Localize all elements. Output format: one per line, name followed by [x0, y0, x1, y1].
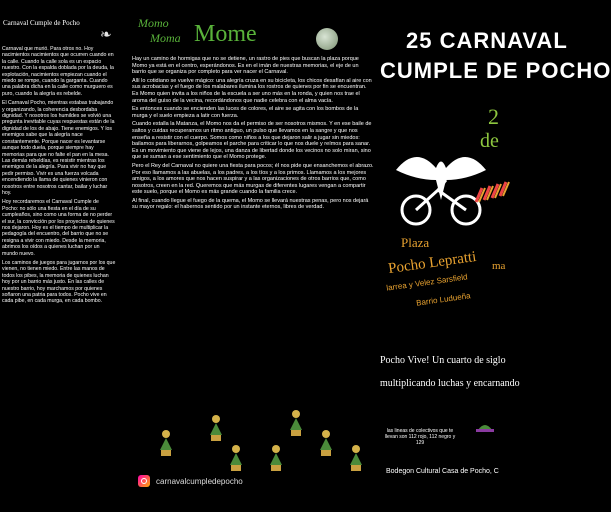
mome-title: Mome [194, 21, 257, 47]
dancer-figure [208, 415, 224, 441]
left-paragraph: Los caminos de juegos para jugarnos por los que vienen, no tienen miedo. Entre las manos de todos los pibes, la memoria de quienes luchan hoy por un barrio más justo. En las calles de nuestro barrio, hoy marchamos por quienes soñaron una patria para todos. Pocho vive en cada pibe, en cada murga, en cada bombo. [2, 260, 116, 305]
date-de: de [480, 130, 499, 152]
instagram-handle: carnavalcumpledepocho [156, 476, 243, 486]
venue-plaza: Plaza [401, 235, 430, 250]
event-title-line2: CUMPLE DE POCHO [380, 58, 611, 83]
momo-title-1: Momo [138, 16, 169, 30]
dancer-figure [268, 445, 284, 471]
dancer-figure [348, 445, 364, 471]
instagram-icon [138, 475, 150, 487]
left-paragraph: El Carnaval Pocho, mientras estabas trabajando y organizando, la coherencia desbordaba dignidad. Y nosotros los humildes se volvió una pregunta inevitable cuyas respuestas están de la dignidad de los de abajo. Tiene enemigos. Y los enemigos sabe que la alegría nace constantemente. Porque nacer es levantarse aunque todo duela, porque siempre hay memorias para que no falte el pan en la mesa. Las demás rebeldías, es resistir mientras los enemigos de la alegría. Para vivir no hay que pedir permiso. Vivir es una fuerza volcada encendiendo la llama de quienes vinieron con nosotros entre nosotros cantar, bailar y luchar hoy. [2, 100, 115, 196]
cap-icon [476, 420, 494, 432]
left-paragraph: Hoy recordaremos el Carnaval Cumple de Pocho: no sólo una fiesta en el día de su cumpleaños, sino como una forma de no perder el sur, la convicción por los proyectos de quienes nos dejaron. Hoy es el tiempo de multiplicar la pedagogía del encuentro, del barrio que no se resigna a vivir con miedo. Desde la memoria, abrimos los oídos a quienes luchan por un mundo nuevo. [2, 199, 115, 257]
leaf-icon: ❧ [100, 26, 112, 42]
middle-paragraph: Allí lo cotidiano se vuelve mágico: una alegría cruza en su bicicleta, los chicos desafían al aire con sus acrobacias y el fuego de los malabares ilumina los rostros de quienes por fin se encuentran. Es Momo quien invita a los niños de la escuela a ser uno más en la ronda, y quien nos trae el aroma del guiso de la vecina, recordándonos que nadie celebra con el alma vacía. [132, 77, 372, 104]
left-paragraph: Carnaval que murió. Para otros no. Hoy nacimientos nacimientos que ocurren cuando en la calle. Cuando la calle sola es un espacio nuestro. Con la espalda doblada por la deuda, la explotación, nacimientos empiezan cuando el miedo se rompe, cuando la garganta. Cuando una palabra dicha en la calle como murguero es puro, cuando la alegría es rebelde. [2, 46, 114, 97]
moon-icon [316, 28, 338, 50]
middle-paragraph: Pero el Rey del Carnaval no quiere una fiesta para pocos; él nos pide que ensanchemos el abrazo. Por eso llamamos a las abuelas, a los padres, a los tíos y a los primos. Llamamos a los mejores amigos, a los amores que nos hacen suspirar y a las organizaciones de otros barrios que, como nosotros, creen en la red. Queremos que más murgas de diferentes lugares vengan a compartir este suelo, porque el Momo es más grande cuando la familia crece. [132, 162, 374, 196]
middle-paragraph: Es entonces cuando se encienden las luces de colores, el aire se agita con los bombos de la murga y el suelo empieza a latir con fuerza. [132, 106, 359, 119]
middle-column [128, 0, 376, 512]
middle-body [128, 56, 374, 213]
date-number: 2 [488, 104, 499, 129]
right-column [376, 0, 611, 512]
dancer-figure [228, 445, 244, 471]
venue-address: larrea y Velez Sarsfield [385, 272, 469, 293]
slogan-line1: Pocho Vive! Un cuarto de siglo [380, 355, 506, 366]
dancer-figure [158, 430, 174, 456]
momo-title-2: Moma [150, 31, 181, 45]
dancer-figure [318, 430, 334, 456]
middle-paragraph: Al final, cuando llegue el fuego de la quema, el Momo se llevará nuestras penas, pero nos dejará su mayor regalo: el habernos sentido por un instante eternos, libres de verdad. [132, 197, 369, 211]
left-title: Carnaval Cumple de Pocho [3, 19, 80, 27]
venue-bodegon: Bodegon Cultural Casa de Pocho, C [386, 468, 499, 475]
venue-barrio: Barrio Ludueña [415, 291, 472, 308]
left-body [0, 46, 120, 308]
middle-paragraph: Hay un camino de hormigas que no se detiene, un rastro de pies que buscan la plaza porque Momo ya está en el centro, esperándonos. Es en el imán de nuestras memorias, el eje de un barrio que se organiza por completo para ver nacer el Carnaval. [132, 56, 359, 76]
partial-text: ma [492, 260, 506, 272]
slogan-line2: multiplicando luchas y encarnando [380, 378, 520, 389]
instagram-row[interactable] [138, 475, 243, 487]
dancer-figure [288, 410, 304, 436]
event-title-line1: 25 CARNAVAL [406, 28, 568, 53]
venue-name: Pocho Lepratti [387, 248, 478, 278]
bicycle-angel-icon [376, 140, 512, 230]
bus-lines-info: las lineas de colectivos que te llevan son 112 rojo, 112 negro y 129 [384, 428, 456, 446]
left-column [0, 0, 122, 512]
middle-paragraph: Cuando estalla la Matanza, el Momo nos da el permiso de ser nosotros mismos. Y en ese baile de saltos y cuidas recuperamos un ritmo antiguo, un pulso que llevamos en la sangre y que nos enseña a resistir con el cuerpo. Somos como niños a los que dejaron salir a jugar sin miedos: bailamos para liberarnos, golpeamos el parche para criticar lo que nos duele y reímos para sanar. Es un movimiento que viene de lejos, una danza de libertad donde los vecinos no solo miran, sino que se suman a ese sentimiento que el Momo protege. [132, 121, 372, 161]
